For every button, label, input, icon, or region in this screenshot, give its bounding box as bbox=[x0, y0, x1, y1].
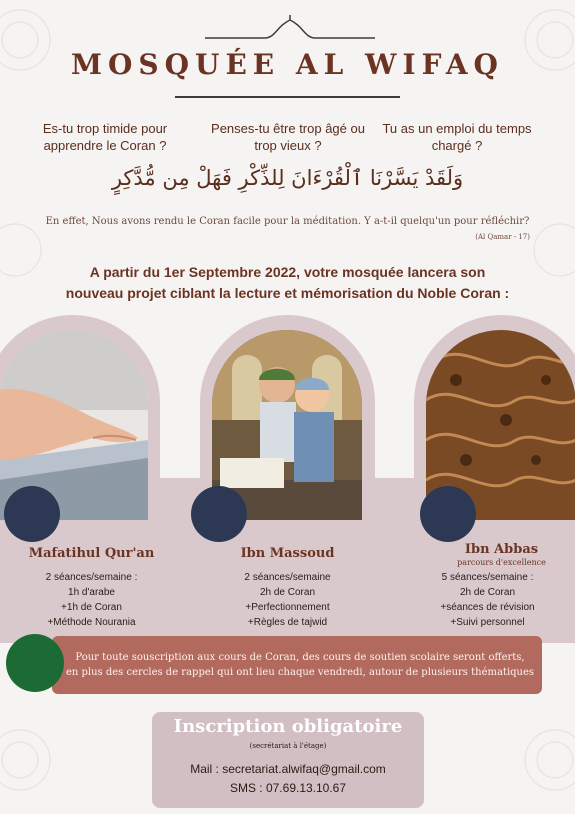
inscription-title: Inscription obligatoire bbox=[173, 716, 403, 737]
page-title: MOSQUÉE AL WIFAQ bbox=[71, 48, 504, 81]
question-age: Penses-tu être trop âgé ou trop vieux ? bbox=[211, 121, 365, 153]
course-name-mafatihul: Mafatihul Qur'an bbox=[28, 546, 155, 561]
course-line: +séances de révision bbox=[440, 602, 535, 613]
course-line: +Suivi personnel bbox=[450, 617, 525, 628]
course-details-ibn-abbas bbox=[400, 570, 575, 630]
course-details-mafatihul bbox=[4, 570, 179, 630]
inscription-subtitle: (secrétariat à l'étage) bbox=[249, 742, 327, 750]
info-badge bbox=[6, 634, 64, 692]
course-line: 1h d'arabe bbox=[68, 587, 115, 598]
course-badge-2 bbox=[191, 486, 247, 542]
title-divider bbox=[175, 96, 400, 98]
announcement-line-1: A partir du 1er Septembre 2022, votre mosquée lancera son bbox=[89, 264, 486, 280]
inscription-sms[interactable]: SMS : 07.69.13.10.67 bbox=[229, 781, 347, 795]
verse-translation: En effet, Nous avons rendu le Coran facile pour la méditation. Y a-t-il quelqu'un pour réfléchir? bbox=[45, 216, 530, 227]
announcement bbox=[0, 262, 575, 304]
inscription-mail[interactable]: Mail : secretariat.alwifaq@gmail.com bbox=[190, 762, 386, 776]
course-badge-3 bbox=[420, 486, 476, 542]
course-subtitle-ibn-abbas: parcours d'excellence bbox=[457, 558, 546, 567]
course-line: 2 séances/semaine bbox=[244, 572, 331, 583]
quran-verse: وَلَقَدْ يَسَّرْنَا ٱلْقُرْءَانَ لِلذِّكْرِ فَهَلْ مِن مُّدَّكِرٍ bbox=[111, 166, 464, 190]
dome-icon bbox=[205, 14, 375, 40]
course-line: +Méthode Nourania bbox=[47, 617, 136, 628]
info-text bbox=[60, 650, 540, 680]
course-line: 2h de Coran bbox=[459, 587, 516, 598]
course-details-ibn-massoud bbox=[200, 570, 375, 630]
course-name-ibn-abbas: Ibn Abbas bbox=[464, 542, 539, 557]
question-busy: Tu as un emploi du temps chargé ? bbox=[382, 121, 532, 153]
course-badge-1 bbox=[4, 486, 60, 542]
course-line: +Perfectionnement bbox=[245, 602, 330, 613]
course-line: +Règles de tajwid bbox=[247, 617, 328, 628]
verse-reference: (Al Qamar - 17) bbox=[475, 233, 530, 241]
course-name-ibn-massoud: Ibn Massoud bbox=[240, 546, 335, 561]
info-line-1: Pour toute souscription aux cours de Coran, des cours de soutien scolaire seront offerts, bbox=[75, 652, 525, 663]
course-line: +1h de Coran bbox=[61, 602, 122, 613]
info-line-2: en plus des cercles de rappel qui ont lieu chaque vendredi, autour de plusieurs thématiques bbox=[65, 667, 535, 678]
course-line: 2h de Coran bbox=[259, 587, 316, 598]
course-line: 5 séances/semaine : bbox=[441, 572, 534, 583]
announcement-line-2: nouveau projet ciblant la lecture et mémorisation du Noble Coran : bbox=[65, 285, 510, 301]
question-shy: Es-tu trop timide pour apprendre le Coran ? bbox=[42, 121, 168, 153]
course-line: 2 séances/semaine : bbox=[45, 572, 138, 583]
